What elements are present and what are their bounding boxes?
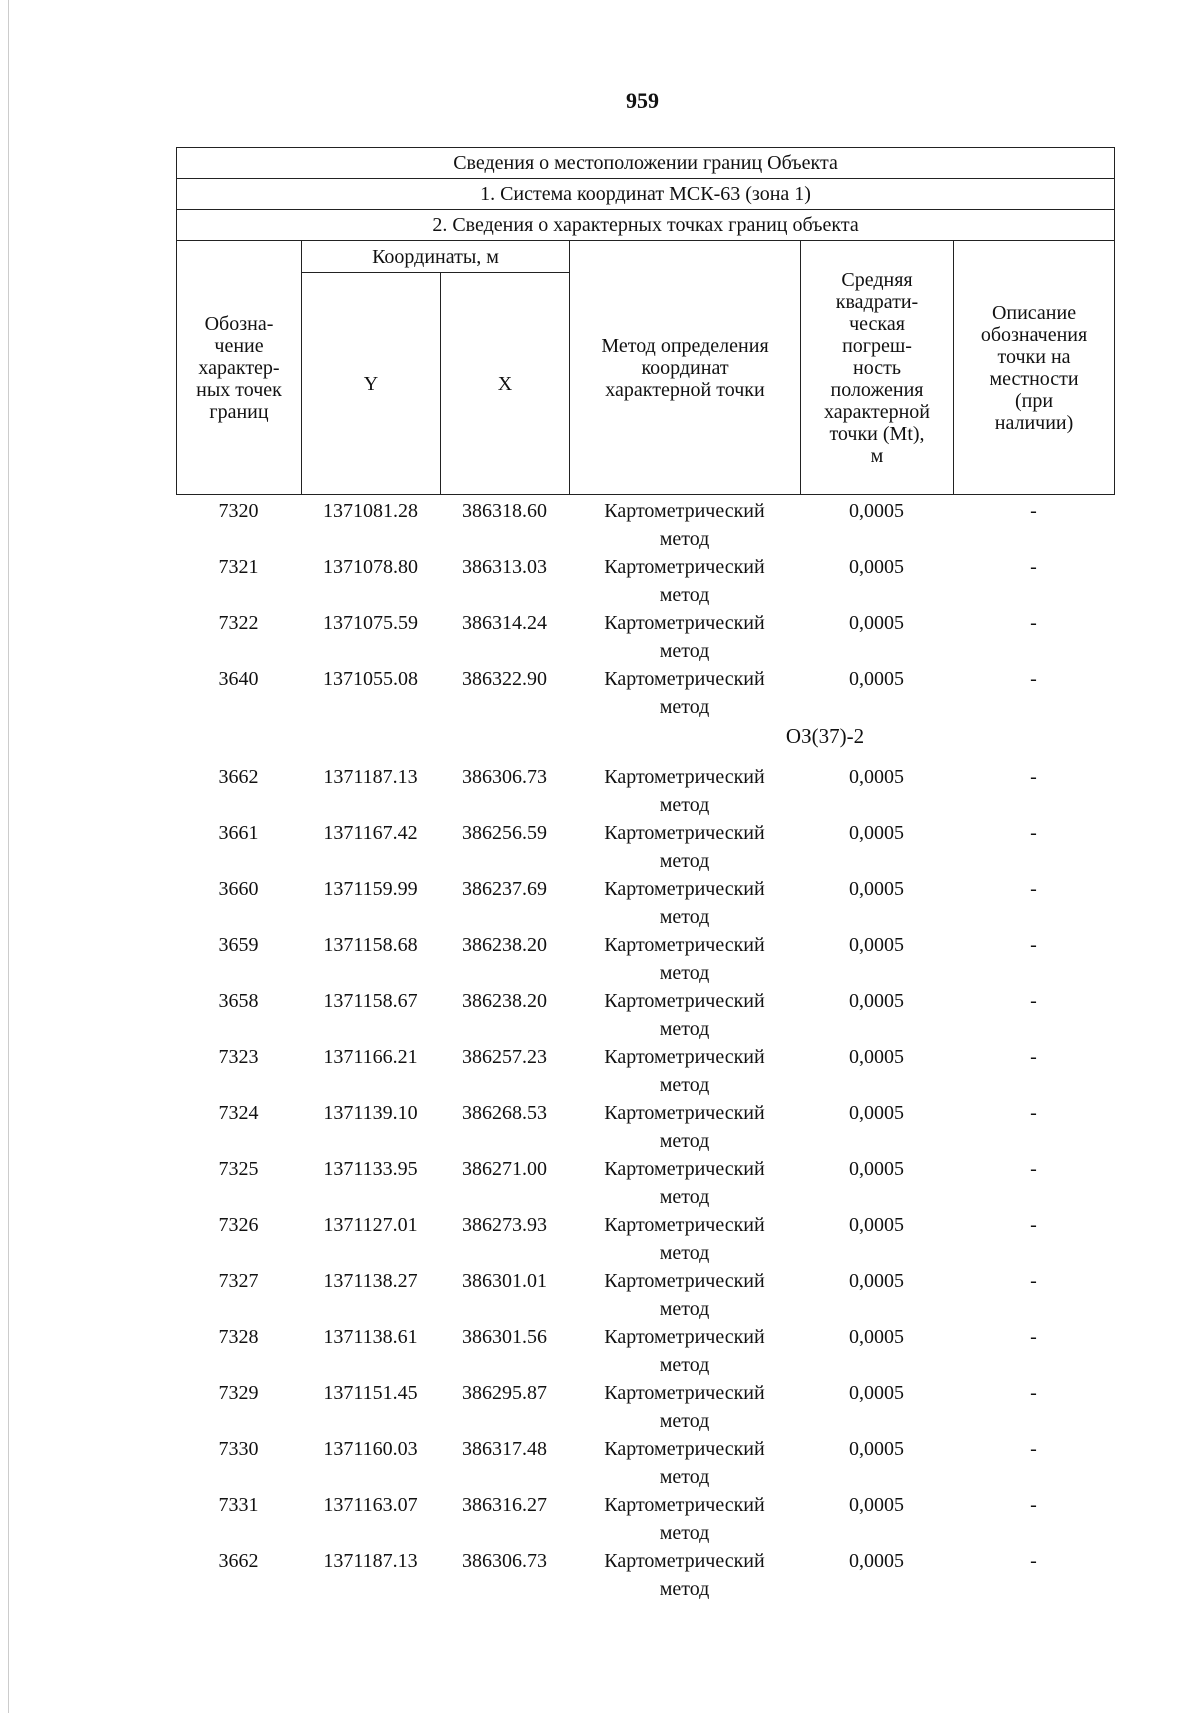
method: Картометрический метод [604, 668, 765, 718]
coord-y: 1371187.13 [323, 766, 418, 788]
table-row [176, 931, 1114, 987]
coord-y: 1371127.01 [323, 1214, 418, 1236]
method: Картометрический метод [604, 556, 765, 606]
table-row [176, 1155, 1114, 1211]
error-value: 0,0005 [849, 668, 904, 690]
col-description: Описание обозначения точки на местности (при наличии) [954, 241, 1115, 495]
table-row [176, 1435, 1114, 1491]
method: Картометрический метод [604, 990, 765, 1040]
method: Картометрический метод [604, 1046, 765, 1096]
section-label [176, 721, 1114, 763]
table-row [176, 875, 1114, 931]
table-row [176, 1043, 1114, 1099]
method: Картометрический метод [604, 1382, 765, 1432]
coord-y: 1371158.67 [323, 990, 418, 1012]
coord-y: 1371187.13 [323, 1550, 418, 1572]
description: - [1030, 1494, 1037, 1516]
table-row [176, 1491, 1114, 1547]
error-value: 0,0005 [849, 1214, 904, 1236]
error-value: 0,0005 [849, 1382, 904, 1404]
point-id: 3661 [218, 822, 259, 844]
description: - [1030, 1270, 1037, 1292]
point-id: 3662 [218, 766, 259, 788]
description: - [1030, 612, 1037, 634]
table-row [176, 553, 1114, 609]
description: - [1030, 822, 1037, 844]
coord-x: 386301.01 [462, 1270, 547, 1292]
section-label-text: ОЗ(37)-2 [785, 724, 865, 748]
error-value: 0,0005 [849, 1326, 904, 1348]
point-id: 3662 [218, 1550, 259, 1572]
point-id: 7322 [218, 612, 259, 634]
point-id: 7328 [218, 1326, 259, 1348]
error-value: 0,0005 [849, 556, 904, 578]
coord-y: 1371160.03 [323, 1438, 418, 1460]
coord-y: 1371166.21 [323, 1046, 418, 1068]
table-row [176, 609, 1114, 665]
coord-x: 386317.48 [462, 1438, 547, 1460]
error-value: 0,0005 [849, 822, 904, 844]
coord-y: 1371081.28 [323, 500, 418, 522]
coord-x: 386306.73 [462, 766, 547, 788]
boundary-table-header [176, 147, 1115, 495]
method: Картометрический метод [604, 934, 765, 984]
method: Картометрический метод [604, 766, 765, 816]
point-id: 7324 [218, 1102, 259, 1124]
coord-x: 386237.69 [462, 878, 547, 900]
table-title-1: Сведения о местоположении границ Объекта [177, 148, 1115, 179]
coord-x: 386238.20 [462, 990, 547, 1012]
coord-y: 1371159.99 [323, 878, 418, 900]
table-row [176, 1211, 1114, 1267]
coord-x: 386316.27 [462, 1494, 547, 1516]
coord-x: 386268.53 [462, 1102, 547, 1124]
point-id: 7321 [218, 556, 259, 578]
point-id: 7331 [218, 1494, 259, 1516]
coord-y: 1371151.45 [323, 1382, 418, 1404]
coord-x: 386256.59 [462, 822, 547, 844]
coord-x: 386306.73 [462, 1550, 547, 1572]
coord-x: 386322.90 [462, 668, 547, 690]
table-row [176, 819, 1114, 875]
boundary-table-body [176, 497, 1114, 1603]
point-id: 7327 [218, 1270, 259, 1292]
method: Картометрический метод [604, 612, 765, 662]
error-value: 0,0005 [849, 766, 904, 788]
description: - [1030, 1550, 1037, 1572]
coord-y: 1371078.80 [323, 556, 418, 578]
table-row [176, 763, 1114, 819]
table-row [176, 1379, 1114, 1435]
description: - [1030, 766, 1037, 788]
coord-x: 386238.20 [462, 934, 547, 956]
error-value: 0,0005 [849, 1270, 904, 1292]
coord-y: 1371075.59 [323, 612, 418, 634]
method: Картометрический метод [604, 1102, 765, 1152]
error-value: 0,0005 [849, 1102, 904, 1124]
error-value: 0,0005 [849, 500, 904, 522]
table-row [176, 1323, 1114, 1379]
point-id: 7326 [218, 1214, 259, 1236]
point-id: 3659 [218, 934, 259, 956]
table-row [176, 987, 1114, 1043]
description: - [1030, 500, 1037, 522]
description: - [1030, 668, 1037, 690]
coord-x: 386273.93 [462, 1214, 547, 1236]
coord-x: 386313.03 [462, 556, 547, 578]
coord-y: 1371139.10 [323, 1102, 418, 1124]
page-number: 959 [626, 88, 659, 113]
point-id: 7320 [218, 500, 259, 522]
description: - [1030, 1382, 1037, 1404]
method: Картометрический метод [604, 1158, 765, 1208]
coord-x: 386314.24 [462, 612, 547, 634]
coord-y: 1371138.61 [323, 1326, 418, 1348]
description: - [1030, 878, 1037, 900]
point-id: 3660 [218, 878, 259, 900]
table-title-2: 1. Система координат МСК-63 (зона 1) [177, 179, 1115, 210]
error-value: 0,0005 [849, 612, 904, 634]
point-id: 7323 [218, 1046, 259, 1068]
table-title-3: 2. Сведения о характерных точках границ объекта [177, 210, 1115, 241]
col-designation: Обозна- чение характер- ных точек границ [177, 241, 302, 495]
col-y: Y [302, 273, 441, 495]
coord-x: 386271.00 [462, 1158, 547, 1180]
error-value: 0,0005 [849, 1494, 904, 1516]
description: - [1030, 1158, 1037, 1180]
description: - [1030, 1214, 1037, 1236]
point-id: 3640 [218, 668, 259, 690]
point-id: 7329 [218, 1382, 259, 1404]
coord-y: 1371158.68 [323, 934, 418, 956]
description: - [1030, 1046, 1037, 1068]
description: - [1030, 934, 1037, 956]
description: - [1030, 1102, 1037, 1124]
method: Картометрический метод [604, 1494, 765, 1544]
col-error: Средняя квадрати- ческая погреш- ность положения характерной точки (Mt), м [801, 241, 954, 495]
error-value: 0,0005 [849, 990, 904, 1012]
point-id: 7325 [218, 1158, 259, 1180]
description: - [1030, 556, 1037, 578]
coord-y: 1371133.95 [323, 1158, 418, 1180]
coord-y: 1371138.27 [323, 1270, 418, 1292]
table-row [176, 1547, 1114, 1603]
table-row [176, 665, 1114, 721]
scan-edge-line [8, 0, 9, 1713]
col-x: X [441, 273, 570, 495]
method: Картометрический метод [604, 1550, 765, 1600]
description: - [1030, 1438, 1037, 1460]
method: Картометрический метод [604, 500, 765, 550]
error-value: 0,0005 [849, 1438, 904, 1460]
method: Картометрический метод [604, 1326, 765, 1376]
coord-y: 1371163.07 [323, 1494, 418, 1516]
coord-x: 386318.60 [462, 500, 547, 522]
description: - [1030, 990, 1037, 1012]
coord-y: 1371167.42 [323, 822, 418, 844]
col-method: Метод определения координат характерной точки [570, 241, 801, 495]
coord-x: 386295.87 [462, 1382, 547, 1404]
error-value: 0,0005 [849, 934, 904, 956]
method: Картометрический метод [604, 1214, 765, 1264]
error-value: 0,0005 [849, 878, 904, 900]
point-id: 3658 [218, 990, 259, 1012]
error-value: 0,0005 [849, 1046, 904, 1068]
method: Картометрический метод [604, 822, 765, 872]
description: - [1030, 1326, 1037, 1348]
method: Картометрический метод [604, 878, 765, 928]
table-row [176, 497, 1114, 553]
table-row [176, 1099, 1114, 1155]
coord-y: 1371055.08 [323, 668, 418, 690]
coord-x: 386301.56 [462, 1326, 547, 1348]
error-value: 0,0005 [849, 1550, 904, 1572]
table-row [176, 1267, 1114, 1323]
point-id: 7330 [218, 1438, 259, 1460]
method: Картометрический метод [604, 1438, 765, 1488]
method: Картометрический метод [604, 1270, 765, 1320]
col-coordinates: Координаты, м [302, 241, 570, 273]
error-value: 0,0005 [849, 1158, 904, 1180]
coord-x: 386257.23 [462, 1046, 547, 1068]
